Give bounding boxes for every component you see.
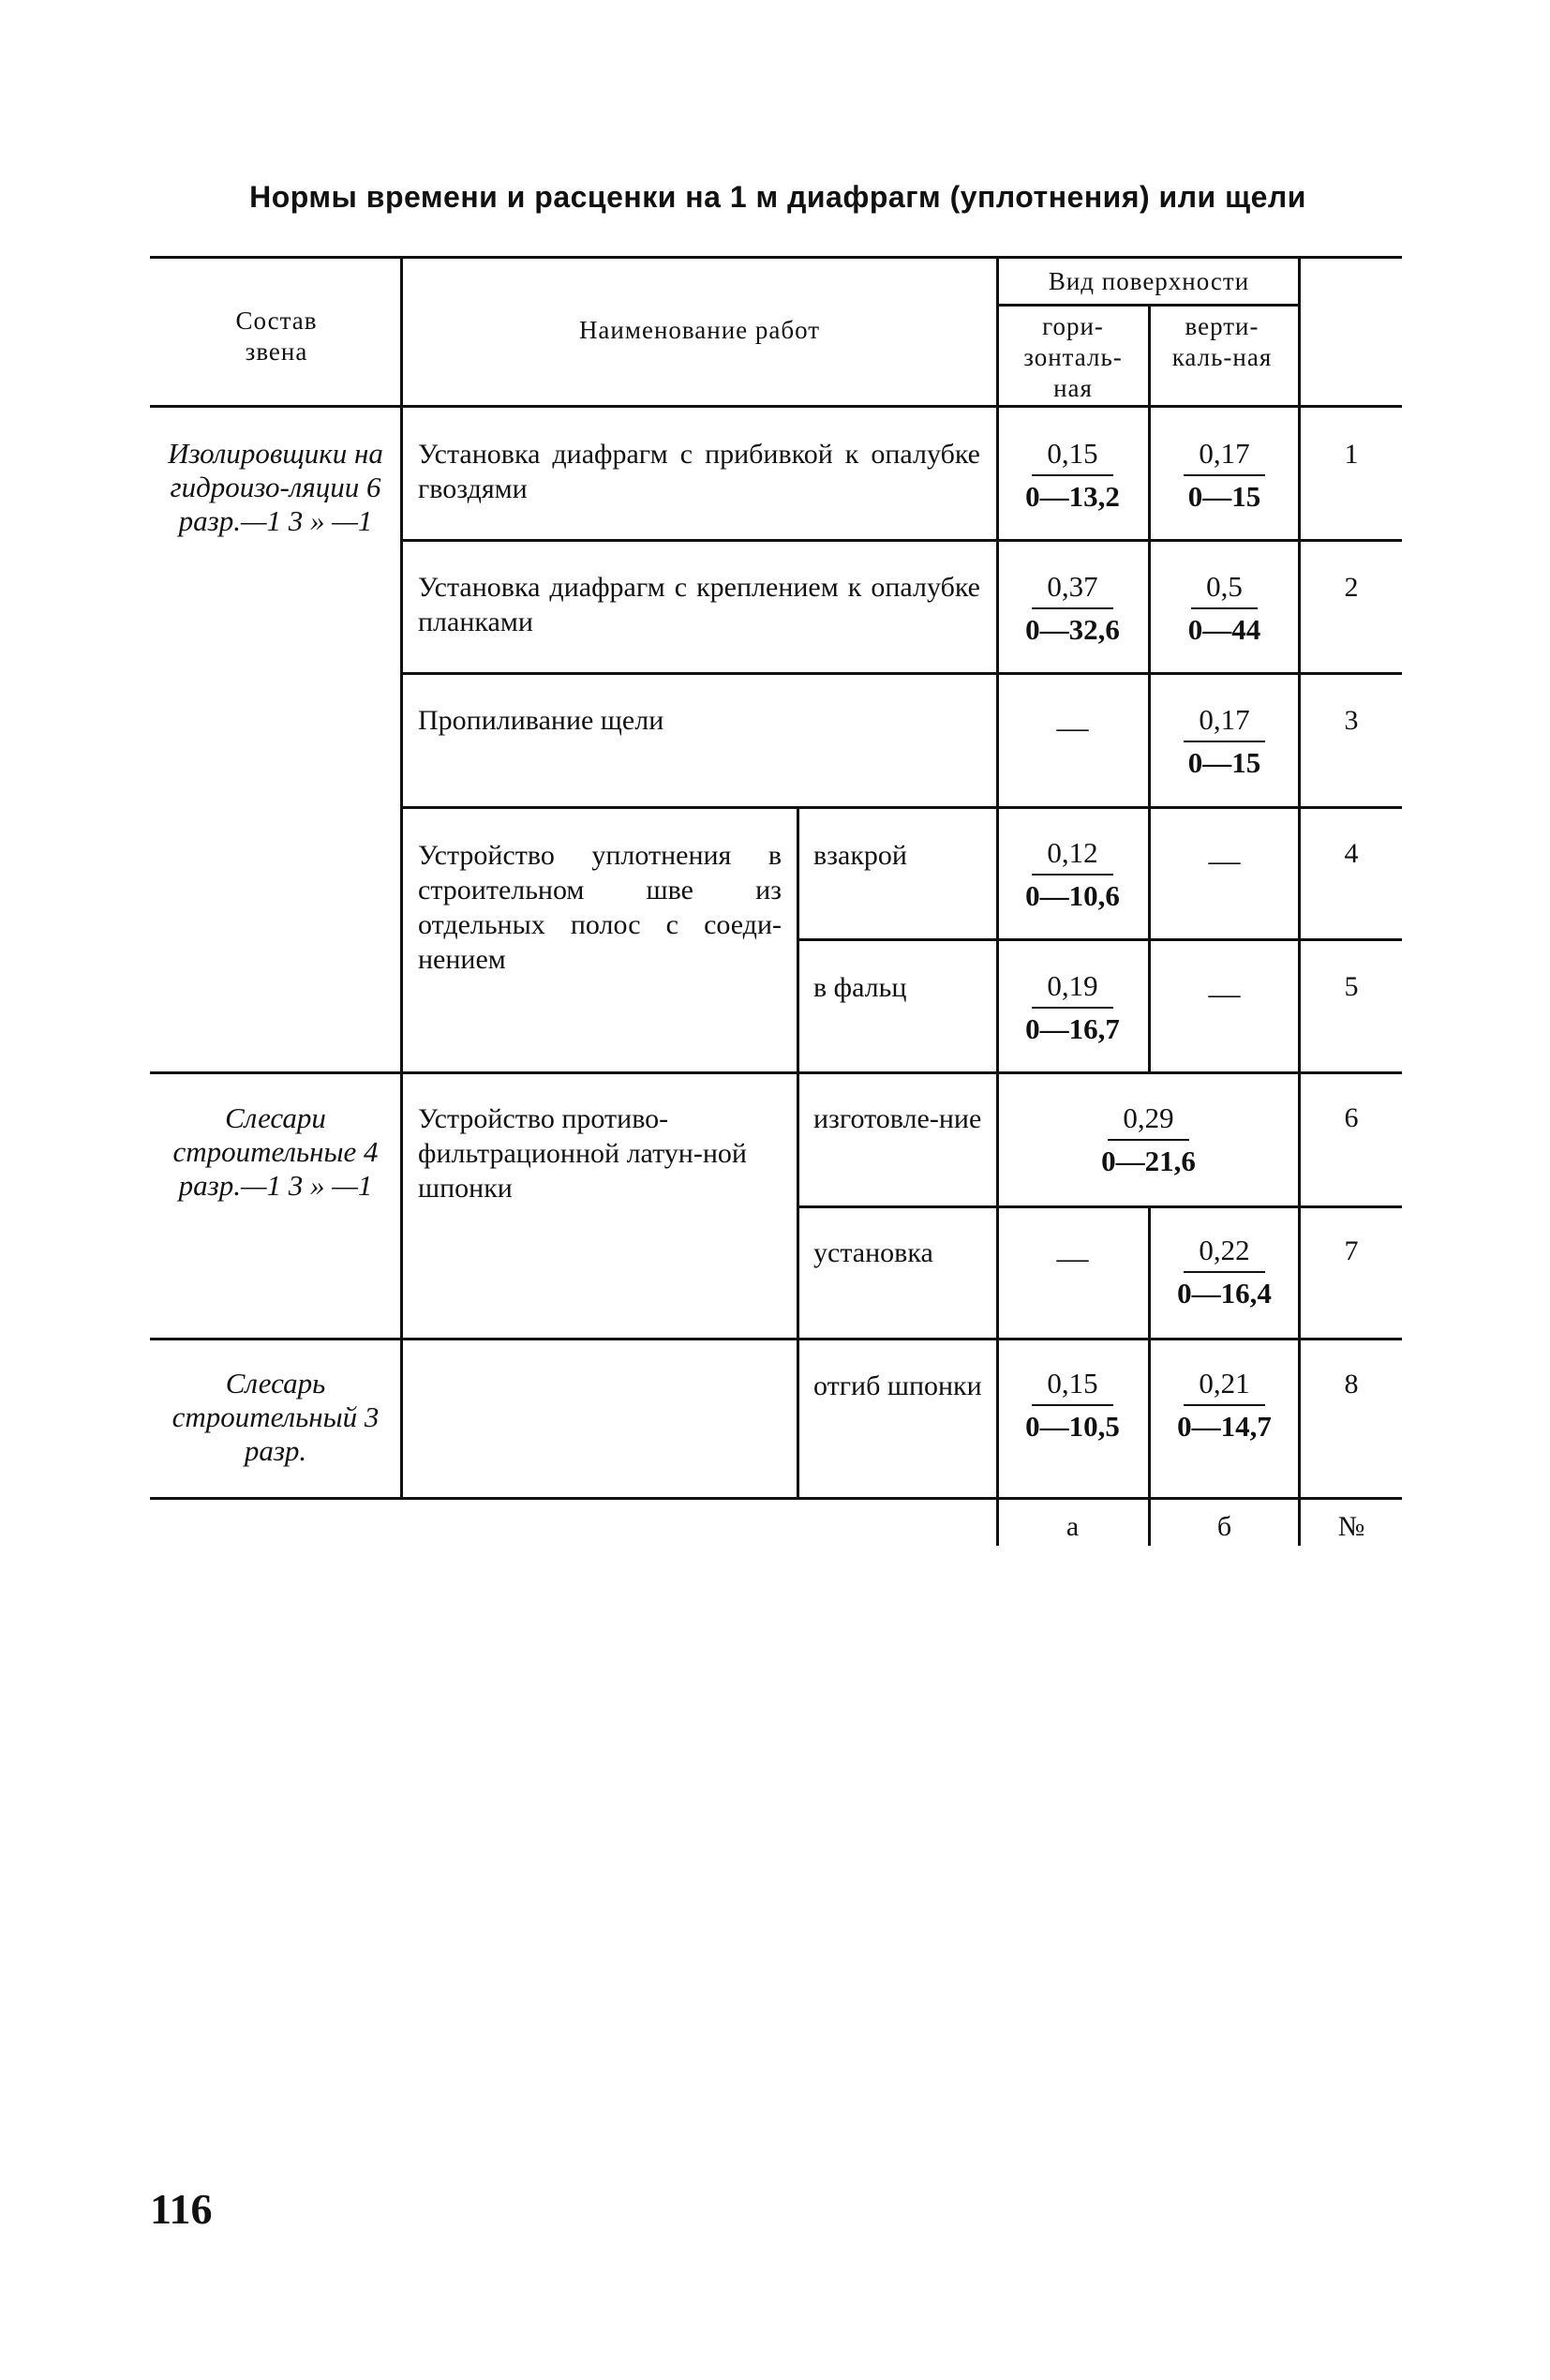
column-number-label: №: [1337, 1511, 1365, 1542]
crew-locksmith: Слесарь строительный 3 разр.: [171, 1367, 380, 1467]
header-work: Наименование работ: [578, 316, 821, 344]
value-numerator: 0,21: [1184, 1367, 1264, 1406]
value-r8-b: [1151, 1367, 1298, 1447]
value-numerator: 0,5: [1191, 570, 1258, 609]
row-number: 5: [1344, 971, 1359, 1002]
rule-r7: [150, 1338, 1402, 1340]
crew-insulators: Изолировщики на гидроизо-ляции 6 разр.—1 3 » —1: [168, 437, 383, 537]
col-sub-left: [797, 808, 799, 1499]
rule-r6: [797, 1205, 1402, 1208]
rule-r1: [400, 539, 1402, 542]
col-b-left-1: [1148, 306, 1151, 1072]
value-r6-ab: [999, 1101, 1298, 1182]
value-r2-a: [999, 570, 1146, 651]
value-denominator: 0—32,6: [1025, 613, 1120, 646]
value-numerator: 0,15: [1032, 437, 1112, 476]
value-r7-b: [1151, 1234, 1298, 1314]
header-vertical: верти-каль-ная: [1171, 312, 1273, 371]
row-number: 4: [1344, 838, 1359, 869]
column-letter-b: б: [1216, 1511, 1232, 1542]
rule-bottom: [150, 1497, 1402, 1500]
value-numerator: 0,12: [1032, 836, 1112, 876]
value-denominator: 0—13,2: [1025, 480, 1120, 513]
subwork-6: изготовле-ние: [813, 1103, 982, 1134]
rule-top: [150, 256, 1402, 259]
value-denominator: 0—21,6: [1101, 1145, 1196, 1177]
page-number: 116: [150, 2185, 213, 2233]
column-letter-a: а: [1066, 1511, 1080, 1542]
work-6: Устройство противо-фильтрационной латун-ной шпонки: [418, 1103, 747, 1204]
work-3: Пропиливание щели: [418, 705, 664, 736]
row-number: 7: [1344, 1235, 1359, 1266]
value-r4-a: [999, 836, 1146, 917]
col-crew-right: [400, 258, 403, 1499]
rule-r3: [400, 806, 1402, 809]
value-denominator: 0—10,5: [1025, 1410, 1120, 1443]
value-denominator: 0—14,7: [1177, 1410, 1272, 1443]
header-surface: Вид поверхности: [1048, 267, 1250, 295]
value-r5-a: [999, 969, 1146, 1050]
value-numerator: 0,29: [1108, 1101, 1188, 1141]
row-number: 1: [1344, 439, 1359, 470]
rule-r5: [150, 1071, 1402, 1074]
value-numerator: 0,37: [1032, 570, 1112, 609]
header-horizontal: гори-зонталь-ная: [1023, 312, 1123, 402]
value-numerator: 0,22: [1184, 1234, 1264, 1273]
value-denominator: 0—10,6: [1025, 879, 1120, 912]
value-denominator: 0—44: [1187, 613, 1261, 646]
value-denominator: 0—16,7: [1025, 1012, 1120, 1045]
value-denominator: 0—15: [1187, 480, 1261, 513]
value-r2-b: [1151, 570, 1298, 651]
rule-header-bottom: [150, 405, 1402, 408]
row-number: 8: [1344, 1369, 1359, 1400]
work-4: Устройство уплотнения в строительном шве из отдельных полос с соеди-нением: [418, 840, 782, 975]
value-r1-a: [999, 437, 1146, 517]
subwork-5: в фальц: [813, 972, 907, 1003]
value-r3-a: —: [1056, 711, 1089, 745]
value-denominator: 0—15: [1187, 746, 1261, 779]
rule-r2: [400, 672, 1402, 675]
subwork-8: отгиб шпонки: [813, 1370, 982, 1401]
subwork-7: установка: [813, 1237, 933, 1268]
value-r8-a: [999, 1367, 1146, 1447]
crew-locksmiths: Слесари строительные 4 разр.—1 3 » —1: [172, 1101, 379, 1202]
table-title: Нормы времени и расценки на 1 м диафрагм (уплотнения) или щели: [249, 180, 1306, 214]
value-numerator: 0,19: [1032, 969, 1112, 1009]
row-number: 6: [1344, 1102, 1359, 1133]
header-crew: Состав звена: [235, 307, 318, 366]
rule-r4: [797, 938, 1402, 941]
value-denominator: 0—16,4: [1177, 1277, 1272, 1310]
value-r3-b: [1151, 703, 1298, 784]
value-r4-b: —: [1208, 844, 1241, 878]
value-r5-b: —: [1208, 977, 1241, 1011]
value-numerator: 0,17: [1184, 703, 1264, 742]
work-1: Установка диафрагм с прибивкой к опалубке гвоздями: [418, 439, 980, 504]
work-2: Установка диафрагм с креплением к опалубке планками: [418, 572, 980, 637]
subwork-4: взакрой: [813, 840, 907, 871]
value-numerator: 0,17: [1184, 437, 1264, 476]
row-number: 3: [1344, 705, 1359, 736]
value-numerator: 0,15: [1032, 1367, 1112, 1406]
value-r7-a: —: [1056, 1241, 1089, 1276]
value-r1-b: [1151, 437, 1298, 517]
row-number: 2: [1344, 572, 1359, 603]
